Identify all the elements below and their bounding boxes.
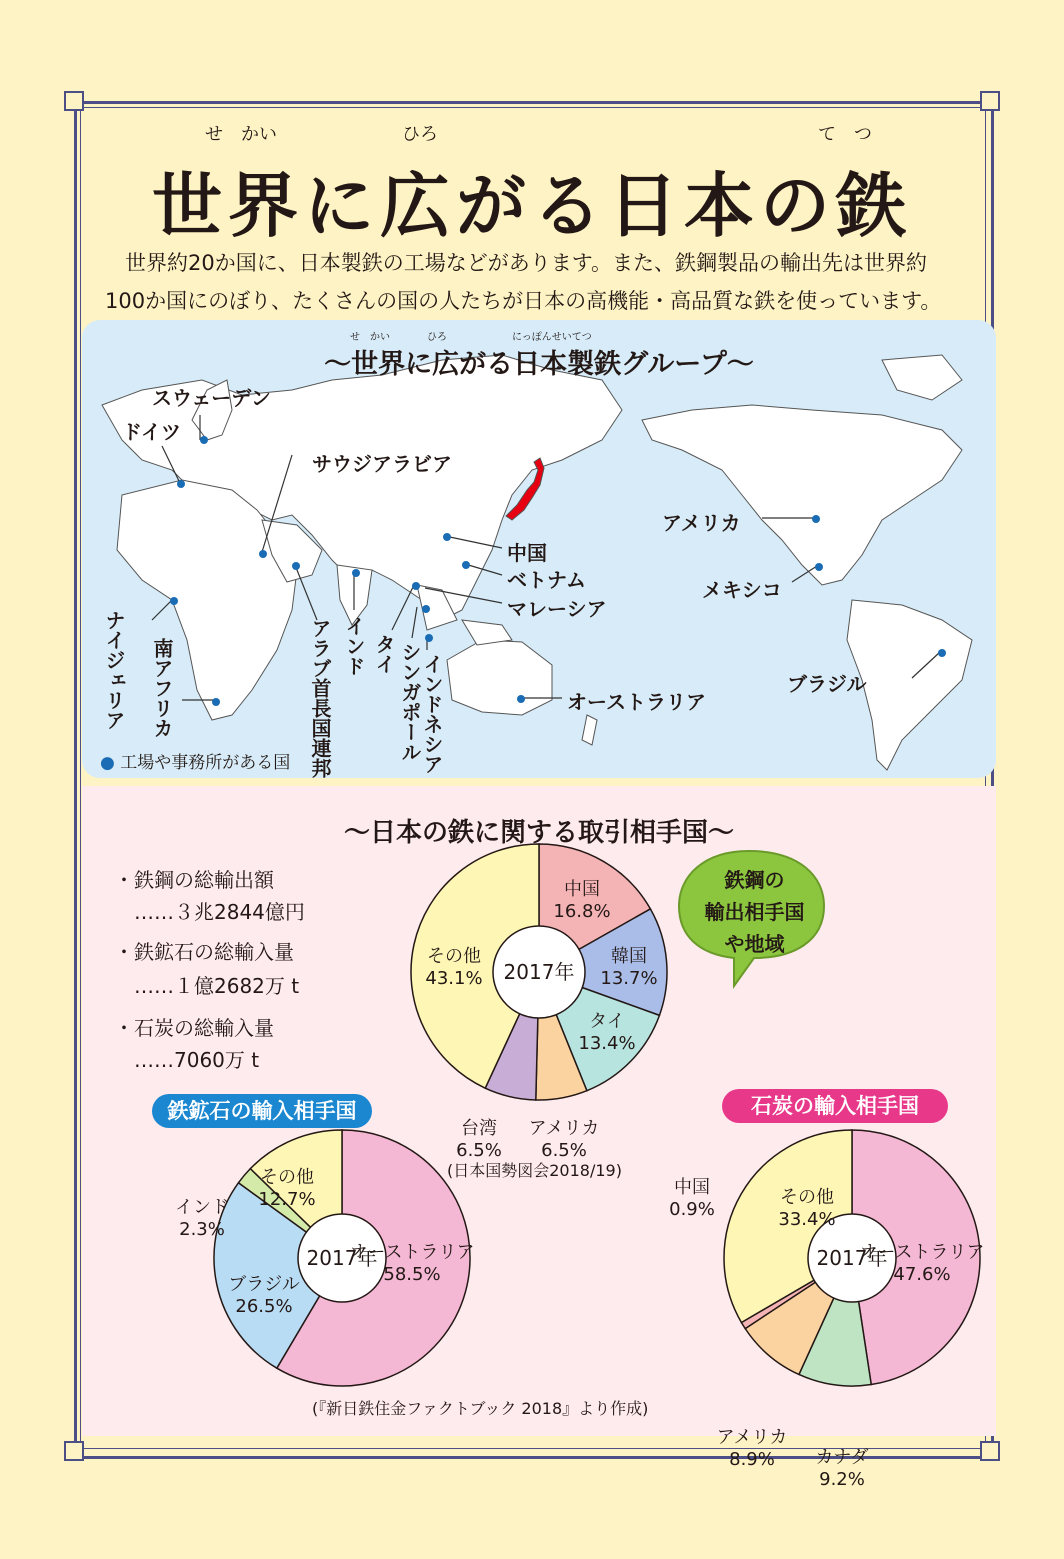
pie-label-pct-2-2: 8.9% bbox=[729, 1449, 775, 1470]
marker-saudi bbox=[259, 550, 267, 558]
pie-label-name-2-4: その他 bbox=[780, 1187, 834, 1208]
label-south-africa: 南アフリカ bbox=[150, 638, 174, 738]
pie-label-pct-2-1: 9.2% bbox=[819, 1469, 865, 1490]
marker-indonesia bbox=[425, 634, 433, 642]
stat-steel-label: ・鉄鋼の総輸出額 bbox=[114, 868, 274, 892]
label-mexico: メキシコ bbox=[702, 578, 782, 602]
pie-label-pct-0-1: 13.7% bbox=[600, 968, 658, 989]
title-ruby: せ かい bbox=[205, 124, 277, 145]
marker-germany bbox=[177, 480, 185, 488]
pie-label-name-1-0: オーストラリア bbox=[349, 1242, 475, 1263]
pie-center-label-1: 2017年 bbox=[306, 1246, 378, 1270]
pie-label-name-2-1: カナダ bbox=[815, 1447, 869, 1468]
marker-thailand bbox=[412, 582, 420, 590]
pie-label-name-1-2: インド bbox=[175, 1197, 229, 1218]
frame-corner bbox=[64, 1441, 84, 1461]
label-brazil: ブラジル bbox=[787, 672, 867, 696]
marker-mexico bbox=[815, 563, 823, 571]
label-malaysia: マレーシア bbox=[507, 597, 607, 621]
stat-ore-label: ・鉄鉱石の総輸入量 bbox=[114, 940, 294, 964]
label-thailand: タイ bbox=[372, 634, 396, 674]
label-china: 中国 bbox=[507, 541, 547, 565]
frame-corner bbox=[64, 91, 84, 111]
marker-south-africa bbox=[212, 698, 220, 706]
marker-nigeria bbox=[170, 597, 178, 605]
legend-text: 工場や事務所がある国 bbox=[120, 753, 291, 773]
label-usa: アメリカ bbox=[662, 511, 741, 535]
intro-line-1: 世界約20か国に、日本製鉄の工場などがあります。また、鉄鋼製品の輸出先は世界約 bbox=[125, 251, 928, 275]
source-note-2: (『新日鉄住金ファクトブック 2018』より作成) bbox=[312, 1399, 649, 1418]
map-title: ～世界に広がる日本製鉄グループ～ bbox=[324, 349, 754, 380]
pie-label-name-0-1: 韓国 bbox=[611, 946, 647, 967]
page-title: 世界に広がる日本の鉄 bbox=[152, 165, 912, 247]
pie-label-pct-2-0: 47.6% bbox=[893, 1264, 951, 1285]
pie-label-pct-0-5: 43.1% bbox=[425, 968, 483, 989]
landmass-nz bbox=[582, 715, 597, 745]
bubble-line: 輸出相手国 bbox=[704, 900, 805, 924]
label-uae: アラブ首長国連邦 bbox=[308, 618, 332, 778]
label-germany: ドイツ bbox=[122, 420, 181, 444]
label-vietnam: ベトナム bbox=[507, 568, 586, 592]
pie-center-label-0: 2017年 bbox=[503, 960, 575, 984]
pie-label-name-0-5: その他 bbox=[427, 946, 481, 967]
label-australia: オーストラリア bbox=[567, 690, 706, 714]
world-map-panel bbox=[82, 320, 996, 778]
bubble-line: や地域 bbox=[724, 932, 785, 956]
pie-label-pct-0-4: 6.5% bbox=[456, 1140, 502, 1161]
marker-india bbox=[352, 569, 360, 577]
pie-label-name-2-0: オーストラリア bbox=[859, 1242, 985, 1263]
pie-label-pct-2-3: 0.9% bbox=[669, 1199, 715, 1220]
pie-label-name-0-4: 台湾 bbox=[461, 1118, 497, 1139]
marker-china bbox=[443, 533, 451, 541]
label-indonesia: インドネシア bbox=[420, 654, 444, 774]
map-title-ruby: ひろ bbox=[427, 332, 447, 343]
pie-center-label-2: 2017年 bbox=[816, 1246, 888, 1270]
pie-label-name-1-3: その他 bbox=[260, 1167, 314, 1188]
pie-label-name-2-2: アメリカ bbox=[716, 1427, 788, 1448]
label-saudi: サウジアラビア bbox=[312, 452, 452, 476]
marker-malaysia bbox=[422, 605, 430, 613]
marker-australia bbox=[517, 695, 525, 703]
map-title-ruby: せ かい bbox=[350, 332, 390, 343]
badge-coal: 石炭の輸入相手国 bbox=[722, 1089, 948, 1123]
pie-label-pct-1-3: 12.7% bbox=[258, 1189, 316, 1210]
frame-corner bbox=[980, 91, 1000, 111]
pie-label-pct-0-0: 16.8% bbox=[553, 901, 611, 922]
marker-uae bbox=[292, 562, 300, 570]
pie-label-name-1-1: ブラジル bbox=[228, 1274, 300, 1295]
pie-charts bbox=[82, 786, 996, 1490]
stat-ore-value: ……１億2682万 t bbox=[134, 974, 300, 998]
badge-ore: 鉄鉱石の輸入相手国 bbox=[152, 1094, 372, 1128]
marker-usa bbox=[812, 515, 820, 523]
map-title-ruby: にっぽんせいてつ bbox=[512, 332, 592, 343]
pie-label-pct-1-2: 2.3% bbox=[179, 1219, 225, 1240]
landmass-north-america bbox=[642, 405, 962, 585]
title-ruby: て つ bbox=[818, 124, 872, 145]
trade-panel bbox=[82, 786, 996, 1490]
label-india: インド bbox=[342, 616, 366, 676]
pie-label-pct-1-0: 58.5% bbox=[383, 1264, 441, 1285]
landmass-australia bbox=[447, 640, 552, 715]
marker-brazil bbox=[938, 649, 946, 657]
source-note-1: (日本国勢図会2018/19) bbox=[447, 1161, 622, 1180]
intro-line-2: 100か国にのぼり、たくさんの国の人たちが日本の高機能・高品質な鉄を使っています。 bbox=[105, 289, 942, 313]
title-ruby: ひろ bbox=[402, 124, 438, 145]
pie-label-name-0-3: アメリカ bbox=[528, 1118, 600, 1139]
stat-coal-value: ……7060万 t bbox=[134, 1048, 260, 1072]
trade-title: ～日本の鉄に関する取引相手国～ bbox=[343, 818, 734, 848]
legend-dot-icon: ● bbox=[100, 753, 115, 773]
pie-label-name-0-0: 中国 bbox=[564, 879, 600, 900]
bubble-line: 鉄鋼の bbox=[724, 868, 785, 892]
marker-vietnam bbox=[462, 561, 470, 569]
pie-label-name-2-3: 中国 bbox=[674, 1177, 710, 1198]
pie-label-name-0-2: タイ bbox=[589, 1011, 625, 1032]
label-nigeria: ナイジェリア bbox=[102, 610, 126, 730]
label-sweden: スウェーデン bbox=[152, 386, 271, 410]
pie-label-pct-2-4: 33.4% bbox=[778, 1209, 836, 1230]
stat-steel-value: ……３兆2844億円 bbox=[134, 900, 305, 924]
map-legend bbox=[100, 748, 290, 773]
pie-label-pct-0-3: 6.5% bbox=[541, 1140, 587, 1161]
pie-label-pct-1-1: 26.5% bbox=[235, 1296, 293, 1317]
frame-corner bbox=[980, 1441, 1000, 1461]
stat-coal-label: ・石炭の総輸入量 bbox=[114, 1016, 274, 1040]
label-singapore: シンガポール bbox=[398, 642, 422, 762]
pie-label-pct-0-2: 13.4% bbox=[578, 1033, 636, 1054]
marker-sweden bbox=[200, 436, 208, 444]
